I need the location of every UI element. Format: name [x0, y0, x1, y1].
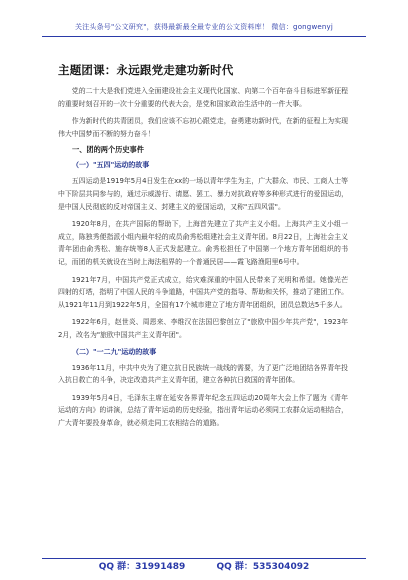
body-paragraph: 1939年5月4日，毛泽东主席在延安各界青年纪念五四运动20周年大会上作了题为《青年运动的方向》的讲演，总结了青年运动的历史经验，指出青年运动必须同工农群众运动相结合，广大青年要投身革命，就必须走同工农相结合的道路。 — [58, 393, 348, 427]
body-paragraph: 五四运动是1919年5月4日发生在xx的一场以青年学生为主，广大群众、市民、工商人士等中下阶层共同参与的，通过示威游行、请愿、罢工、暴力对抗政府等多种形式进行的爱国运动，是中国人民彻底的反对帝国主义、封建主义的爱国运动，又称"五四风雷"。 — [58, 177, 348, 211]
header-divider — [42, 36, 366, 37]
footer-qq-group-1: QQ 群：31991489 — [98, 562, 186, 572]
page-header: 关注头条号"公文研究"，获得最新最全最专业的公文资料库！ 微信：gongwenyj — [74, 23, 334, 31]
intro-paragraph: 党的二十大是我们党进入全面建设社会主义现代化国家、向第二个百年奋斗目标进军新征程的重要时刻召开的一次十分重要的代表大会，是党和国家政治生活中的一件大事。 — [58, 87, 348, 108]
page-footer — [0, 559, 408, 572]
subsection-heading: （一）"五四"运动的故事 — [72, 161, 150, 170]
document-body — [58, 62, 348, 434]
intro-paragraph: 作为新时代的共青团员，我们应该不忘初心跟党走，奋勇建功新时代，在新的征程上为实现伟大中国梦而不断的努力奋斗！ — [58, 117, 348, 138]
document-title: 主题团课：永远跟党走建功新时代 — [58, 63, 234, 77]
body-paragraph: 1921年7月，中国共产党正式成立，给灾难深重的中国人民带来了光明和希望。她像光芒四射的灯塔，指明了中国人民的斗争道路，中国共产党的指导、帮助和关怀，推动了建团工作。从1921年11月到1922年5月，全国有17个城市建立了地方青年团组织，团员总数达5千多人。 — [58, 275, 348, 309]
subsection-heading: （二）"一二九"运动的故事 — [72, 347, 157, 356]
section-heading: 一、团的两个历史事件 — [72, 145, 144, 155]
body-paragraph: 1922年6月，赵世炎、周恩来、李维汉在法国巴黎创立了"旅欧中国少年共产党"，1923年2月，改名为"旅欧中国共产主义青年团"。 — [58, 318, 348, 339]
body-paragraph: 1936年11月，中共中央为了建立抗日民族统一战线的需要，为了更广泛地团结各界青年投入抗日救亡的斗争，决定改造共产主义青年团，建立各种抗日救国的青年团体。 — [58, 363, 348, 385]
body-paragraph: 1920年8月，在共产国际的帮助下，上海首先建立了共产主义小组。上海共产主义小组一成立，陈独秀便指派小组内最年轻的成员俞秀松组建社会主义青年团。8月22日，上海社会主义青年团由俞秀松、施存统等8人正式发起建立。俞秀松担任了中国第一个地方青年团组织的书记，而团的机关就设在当时上海法租界的一个普通民居——霞飞路渔阳里6号中。 — [58, 220, 348, 266]
footer-qq-group-2: QQ 群：535304092 — [216, 562, 310, 572]
